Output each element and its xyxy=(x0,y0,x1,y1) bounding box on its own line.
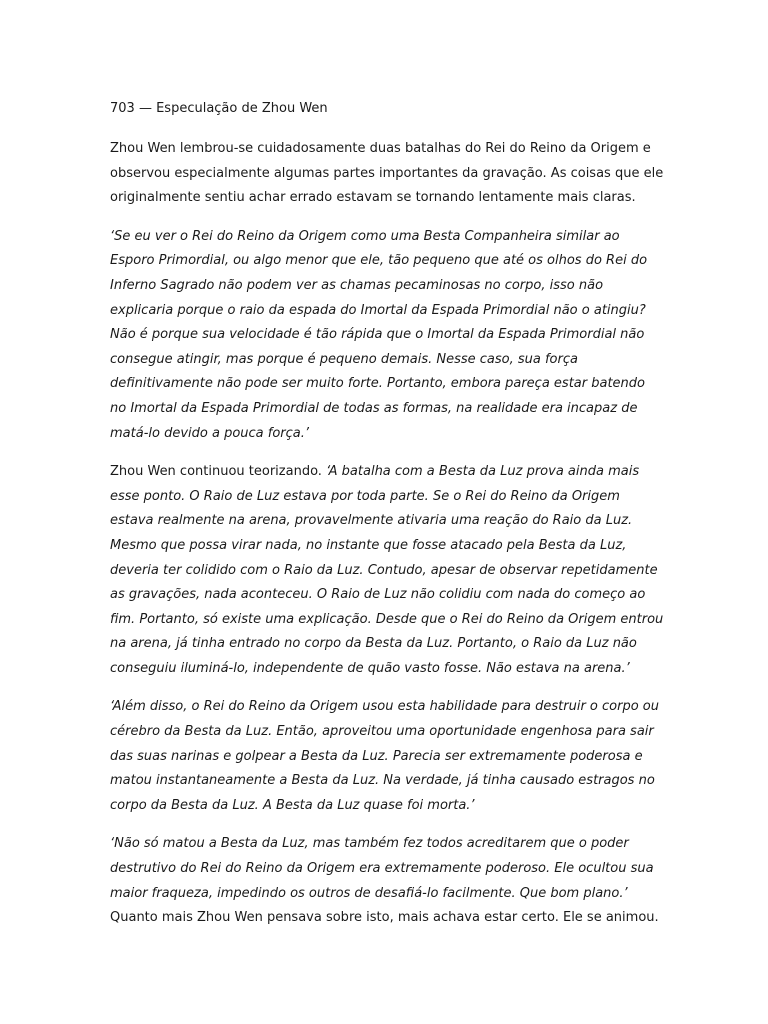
paragraph-3-lead-text: Zhou Wen continuou teorizando. xyxy=(110,464,327,480)
paragraph-5-thought-text: ‘Não só matou a Besta da Luz, mas também fez todos acreditarem que o poder destrutivo do Rei do Reino da Origem era extremamente poderoso. Ele ocultou sua maior fraqueza, impedindo os outros de desafiá-lo facilmente. Que bom plano.’ xyxy=(110,836,654,901)
paragraph-2-thought-text: ‘Se eu ver o Rei do Reino da Origem como uma Besta Companheira similar ao Esporo Primordial, ou algo menor que ele, tão pequeno que até os olhos do Rei do Inferno Sagrado não podem ver as chamas pecaminosas no corpo, isso não explicaria porque o raio da espada do Imortal da Espada Primordial não o atingiu? Não é porque sua velocidade é tão rápida que o Imortal da Espada Primordial não consegue atingir, mas porque é pequeno demais. Nesse caso, sua força definitivamente não pode ser muito forte. Portanto, embora pareça estar batendo no Imortal da Espada Primordial de todas as formas, na realidade era incapaz de matá-lo devido a pouca força.’ xyxy=(110,228,648,441)
paragraph-4 xyxy=(110,695,664,818)
paragraph-1 xyxy=(110,137,664,211)
paragraph-5 xyxy=(110,832,664,930)
paragraph-3 xyxy=(110,460,664,681)
paragraph-1-text: Zhou Wen lembrou-se cuidadosamente duas batalhas do Rei do Reino da Origem e observou especialmente algumas partes importantes da gravação. As coisas que ele originalmente sentiu achar errado estavam se tornando lentamente mais claras. xyxy=(110,141,664,206)
paragraph-3-thought-text: ‘A batalha com a Besta da Luz prova ainda mais esse ponto. O Raio de Luz estava por toda parte. Se o Rei do Reino da Origem estava realmente na arena, provavelmente ativaria uma reação do Raio da Luz. Mesmo que possa virar nada, no instante que fosse atacado pela Besta da Luz, deveria ter colidido com o Raio da Luz. Contudo, apesar de observar repetidamente as gravações, nada aconteceu. O Raio de Luz não colidiu com nada do começo ao fim. Portanto, só existe uma explicação. Desde que o Rei do Reino da Origem entrou na arena, já tinha entrado no corpo da Besta da Luz. Portanto, o Raio da Luz não conseguiu iluminá-lo, independente de quão vasto fosse. Não estava na arena.’ xyxy=(110,464,664,676)
paragraph-4-thought-text: ‘Além disso, o Rei do Reino da Origem usou esta habilidade para destruir o corpo ou cérebro da Besta da Luz. Então, aproveitou uma oportunidade engenhosa para sair das suas narinas e golpear a Besta da Luz. Parecia ser extremamente poderosa e matou instantaneamente a Besta da Luz. Na verdade, já tinha causado estragos no corpo da Besta da Luz. A Besta da Luz quase foi morta.’ xyxy=(110,699,659,813)
paragraph-2 xyxy=(110,225,664,446)
paragraph-5-tail-text: Quanto mais Zhou Wen pensava sobre isto, mais achava estar certo. Ele se animou. xyxy=(110,910,659,926)
chapter-title: 703 — Especulação de Zhou Wen xyxy=(110,101,328,116)
